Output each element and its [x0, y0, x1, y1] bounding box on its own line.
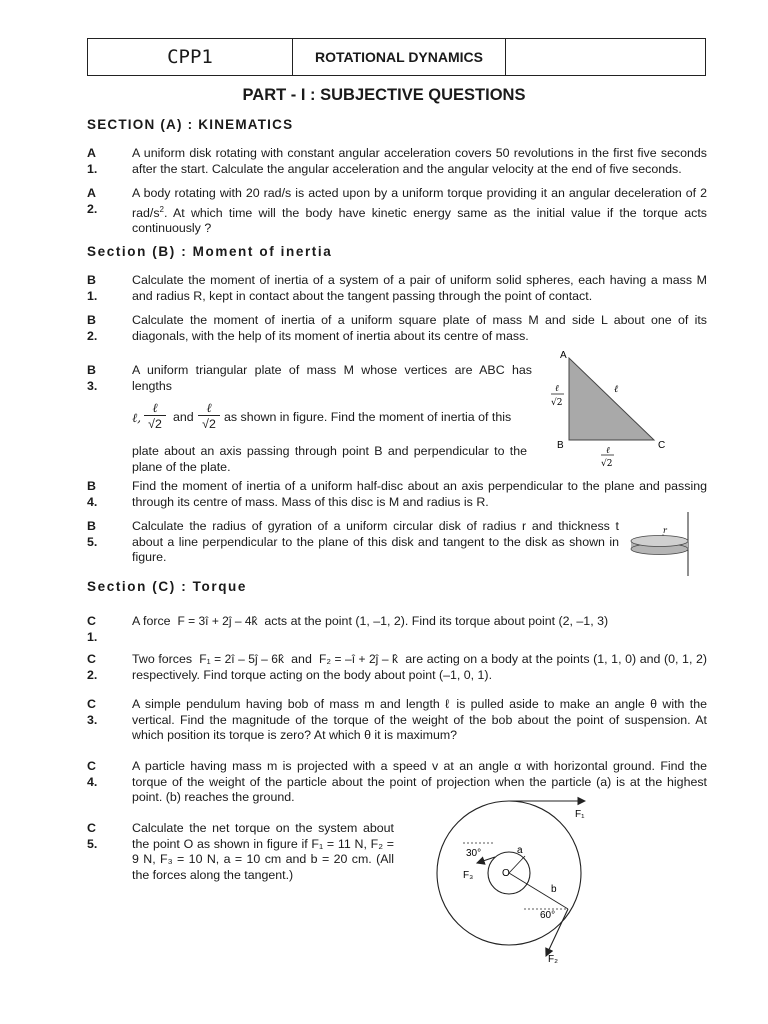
question-text: A force F = 3î + 2ĵ – 4k̂ acts at the point (1, –1, 2). Find its torque about point (2, –1, 3): [132, 614, 609, 628]
question-number: A 1.: [87, 146, 98, 176]
f3-label: F₃: [463, 870, 474, 881]
vertex-c-label: C: [658, 440, 666, 451]
f1-label: F₁: [575, 809, 585, 820]
question-number: C 5.: [87, 821, 98, 851]
header-code: CPP1: [88, 39, 293, 75]
disk-figure: [625, 510, 705, 578]
question-text: Calculate the moment of inertia of a uniform square plate of mass M and side L about one of its diagonals, with the help of its moment of inertia about its centre of mass.: [132, 313, 707, 343]
question-text: A uniform triangular plate of mass M whose vertices are ABC has lengths ℓ, ℓ √2 and ℓ √2 as shown in figure. Find the moment of inertia of this plate about an axis passing through point B and perpendicular to the plane of the plate.: [132, 363, 532, 474]
radius-a: [509, 856, 525, 873]
vertex-b-label: B: [557, 440, 564, 451]
question-number: B 4.: [87, 479, 98, 509]
b-label: b: [551, 884, 557, 895]
question-number: C 2.: [87, 652, 98, 682]
question-text: A particle having mass m is projected with a speed v at an angle α with horizontal ground. Find the torque of the weight of the particle about the point of projection when the particle (a) is at the highest point. (b) reaches the ground.: [132, 759, 707, 805]
bottom-side-den: √2: [601, 459, 613, 469]
angle-60-label: 60°: [540, 910, 556, 921]
question-number: B 3.: [87, 363, 98, 393]
question-text: Calculate the radius of gyration of a uniform circular disk of radius r and thickness t about a line perpendicular to the plane of this disk and tangent to the disk as shown in figure.: [132, 519, 619, 565]
torque-wheel-figure: [420, 790, 720, 980]
vertex-a-label: A: [560, 350, 567, 361]
section-b-heading: Section (B) : Moment of inertia: [87, 244, 333, 259]
question-text: Calculate the moment of inertia of a system of a pair of uniform solid spheres, each having a mass M and radius R, kept in contact about the tangent passing through the point of contact.: [132, 273, 707, 303]
question-text: Find the moment of inertia of a uniform half-disc about an axis perpendicular to the plane and passing through its centre of mass. Mass of this disc is M and radius is R.: [132, 479, 707, 509]
question-number: C 4.: [87, 759, 98, 789]
center-o-label: O: [502, 868, 510, 879]
header-subject: ROTATIONAL DYNAMICS: [293, 39, 506, 75]
header-box: [87, 38, 706, 76]
angle-30-label: 30°: [466, 848, 482, 859]
question-number: C 3.: [87, 697, 98, 727]
left-side-num: ℓ: [555, 384, 559, 394]
question-text: A uniform disk rotating with constant angular acceleration covers 50 revolutions in the first five seconds after the start. Calculate the angular acceleration and the angular velocity at the end of five seconds.: [132, 146, 707, 176]
hypotenuse-label: ℓ: [614, 384, 619, 395]
bottom-side-num: ℓ: [606, 446, 610, 456]
section-a-heading: SECTION (A) : KINEMATICS: [87, 117, 294, 132]
f2-label: F₂: [548, 954, 558, 965]
question-text: Calculate the net torque on the system about the point O as shown in figure if F₁ = 11 N, F₂ = 9 N, F₃ = 10 N, a = 10 cm and b = 20 cm. (All the forces along the tangent.): [132, 821, 394, 882]
triangle-plate: [569, 358, 654, 440]
disk-top: [631, 536, 688, 547]
question-number: B 2.: [87, 313, 98, 343]
question-number: B 5.: [87, 519, 98, 549]
question-text: A body rotating with 20 rad/s is acted upon by a uniform torque providing it an angular deceleration of 2 rad/$s^2$. At which time will the body have kinetic energy same as the initial value if the torque acts continuously ?: [132, 186, 707, 236]
triangle-figure: [540, 344, 700, 474]
question-text: A simple pendulum having bob of mass m and length ℓ is pulled aside to make an angle θ with the vertical. Find the magnitude of the torque of the weight of the bob about the point of suspension. At which position its torque is zero? At which θ it is maximum?: [132, 697, 707, 743]
radius-label: r: [663, 526, 667, 535]
left-side-den: √2: [551, 398, 563, 408]
part-title: PART - I : SUBJECTIVE QUESTIONS: [242, 86, 526, 104]
question-text: Two forces F₁ = 2î – 5ĵ – 6k̂ and F₂ = –î + 2ĵ – k̂ are acting on a body at the points (1, 1, 0) and (0, 1, 2) respectively. Find torque acting on the body about point (–1, 0, 1).: [132, 652, 708, 682]
a-label: a: [517, 845, 523, 856]
section-c-heading: Section (C) : Torque: [87, 579, 247, 594]
question-number: C 1.: [87, 614, 98, 644]
question-number: B 1.: [87, 273, 98, 303]
question-number: A 2.: [87, 186, 98, 216]
radius-b: [509, 873, 568, 909]
